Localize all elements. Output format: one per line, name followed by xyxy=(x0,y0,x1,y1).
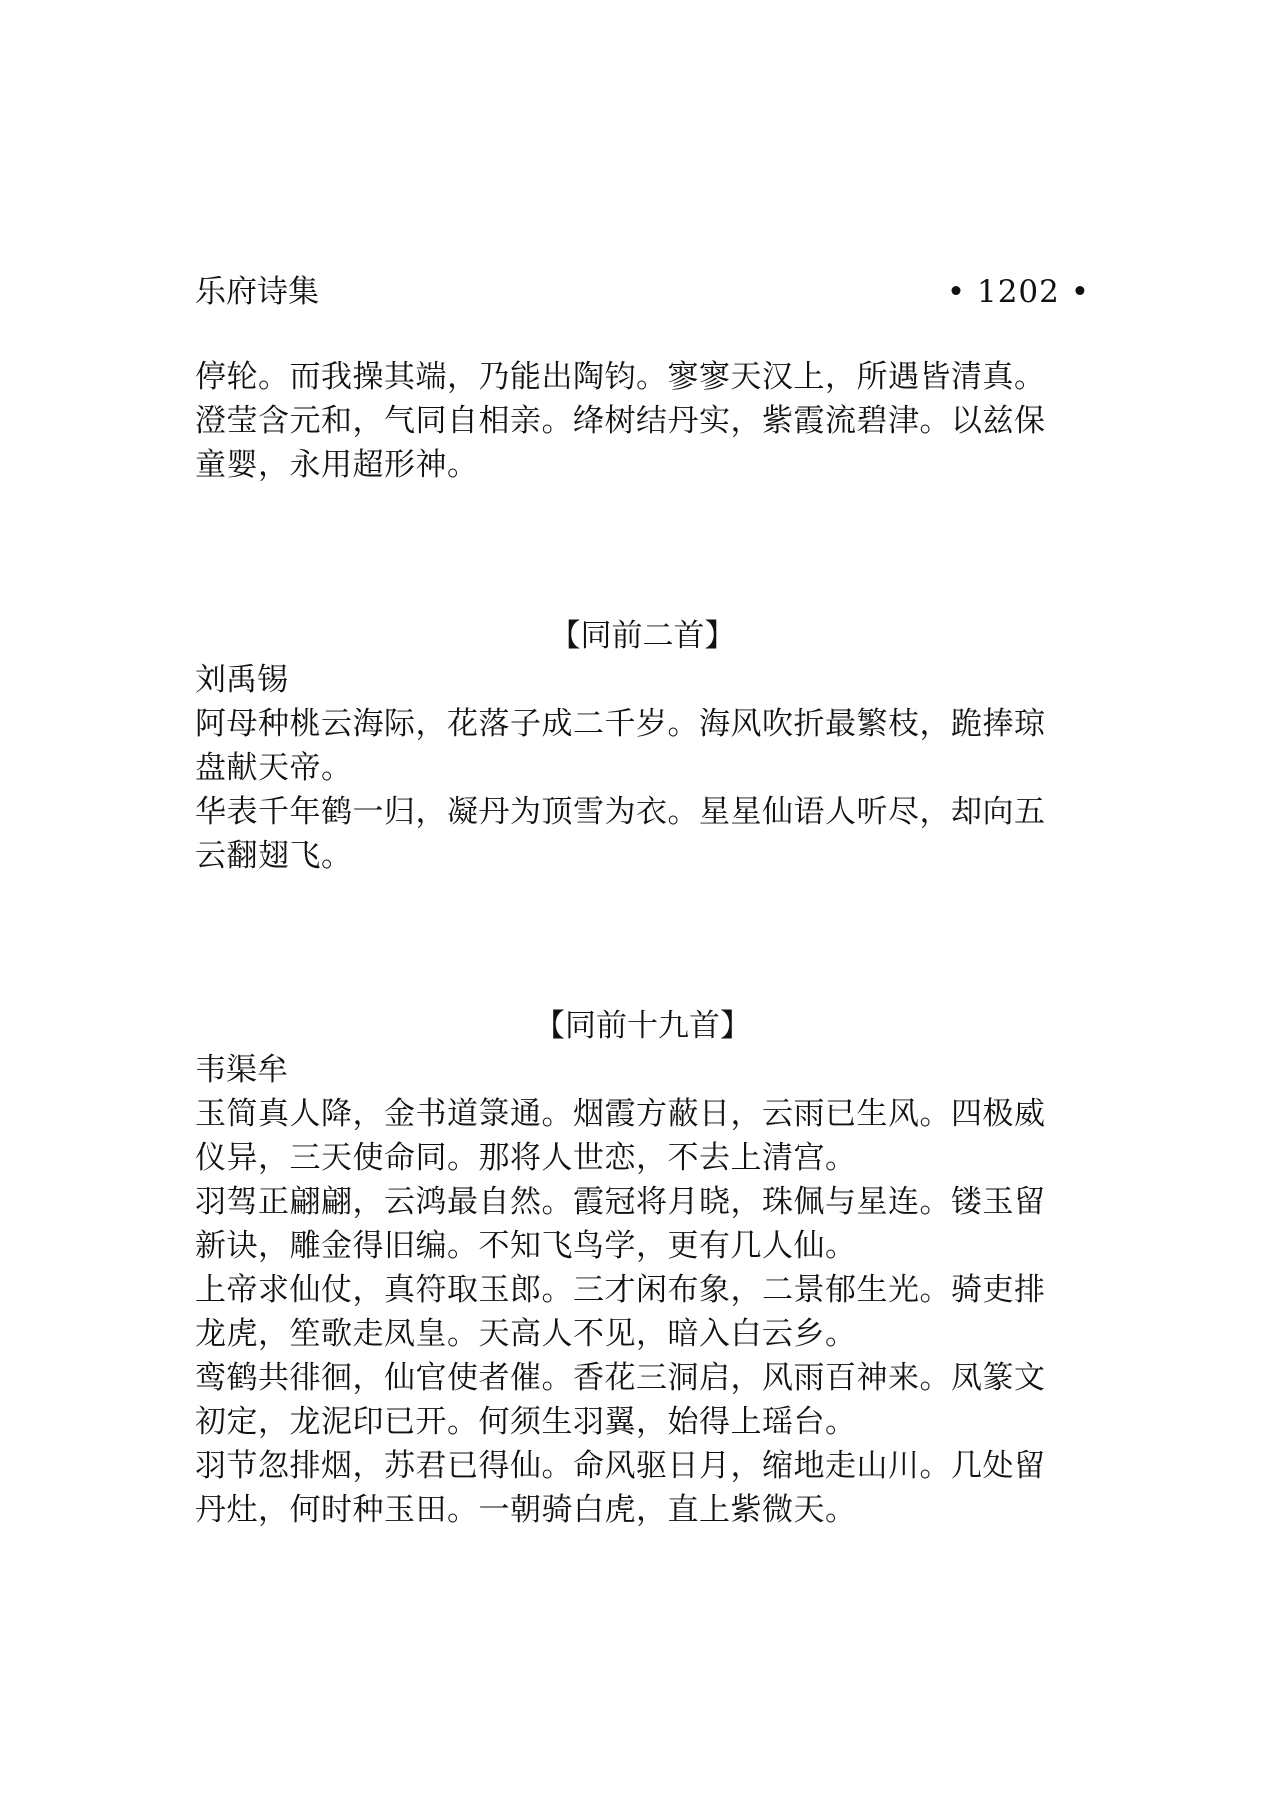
section-title: 【同前十九首】 xyxy=(534,1008,751,1044)
poem-line: 初定，龙泥印已开。何须生羽翼，始得上瑶台。 xyxy=(195,1404,857,1440)
poem-line: 玉简真人降，金书道箓通。烟霞方蔽日，云雨已生风。四极威 xyxy=(195,1096,1046,1132)
poem-line: 云翻翅飞。 xyxy=(195,838,353,874)
text-line: 停轮。而我操其端，乃能出陶钧。寥寥天汉上，所遇皆清真。 xyxy=(195,359,1046,395)
poem-line: 羽节忽排烟，苏君已得仙。命风驱日月，缩地走山川。几处留 xyxy=(195,1448,1046,1484)
poem-line: 仪异，三天使命同。那将人世恋，不去上清宫。 xyxy=(195,1140,857,1176)
continuation-text xyxy=(195,355,1090,487)
poem-line: 羽驾正翩翩，云鸿最自然。霞冠将月晓，珠佩与星连。镂玉留 xyxy=(195,1184,1046,1220)
poem-line: 盘献天帝。 xyxy=(195,750,353,786)
poem-section xyxy=(195,1004,1090,1532)
poem-line: 上帝求仙仗，真符取玉郎。三才闲布象，二景郁生光。骑吏排 xyxy=(195,1272,1046,1308)
poem-line: 鸾鹤共徘徊，仙官使者催。香花三洞启，风雨百神来。凤篆文 xyxy=(195,1360,1046,1396)
author-name: 刘禹锡 xyxy=(195,662,288,698)
section-title: 【同前二首】 xyxy=(549,618,736,654)
poem-line: 龙虎，笙歌走凤皇。天高人不见，暗入白云乡。 xyxy=(195,1316,857,1352)
poem-line: 华表千年鹤一归，凝丹为顶雪为衣。星星仙语人听尽，却向五 xyxy=(195,794,1046,830)
text-line: 澄莹含元和，气同自相亲。绛树结丹实，紫霞流碧津。以兹保 xyxy=(195,403,1046,439)
text-line: 童婴，永用超形神。 xyxy=(195,447,479,483)
poem-line: 阿母种桃云海际，花落子成二千岁。海风吹折最繁枝，跪捧琼 xyxy=(195,706,1046,742)
page-number: • 1202 • xyxy=(946,274,1090,310)
poem-section xyxy=(195,614,1090,878)
author-name: 韦渠牟 xyxy=(195,1052,288,1088)
poem-line: 新诀，雕金得旧编。不知飞鸟学，更有几人仙。 xyxy=(195,1228,857,1264)
document-page xyxy=(195,0,1090,1795)
book-title: 乐府诗集 xyxy=(195,274,319,310)
poem-line: 丹灶，何时种玉田。一朝骑白虎，直上紫微天。 xyxy=(195,1492,857,1528)
page-header xyxy=(195,270,1090,314)
